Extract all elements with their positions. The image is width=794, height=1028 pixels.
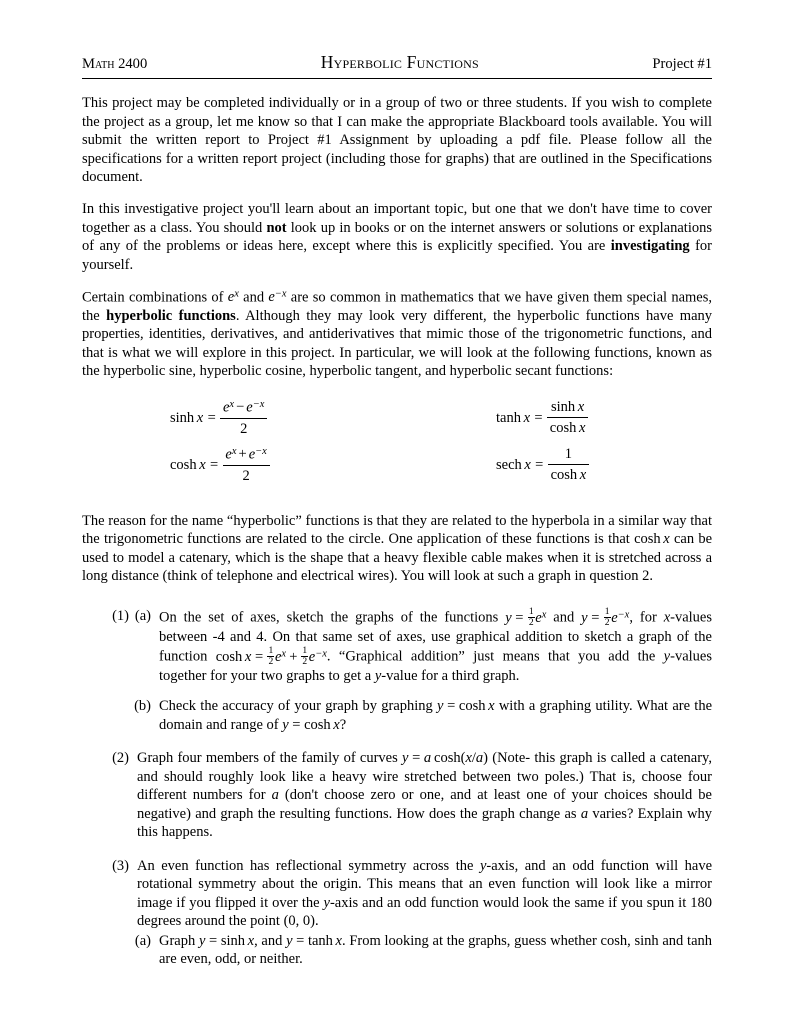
- tanh-fraction: [547, 399, 588, 438]
- header-project-label: Project #1: [652, 56, 712, 72]
- emphasis-hyperbolic-functions: hyperbolic functions: [106, 307, 236, 324]
- tanh-denominator: cosh x: [547, 417, 588, 438]
- list-item-3-body: [137, 857, 712, 931]
- investigation-text-3: for yourself.: [82, 238, 712, 273]
- emphasis-investigating: investigating: [610, 238, 690, 255]
- list-item-3a: [119, 932, 712, 969]
- hyperbolic-definitions-block: [82, 399, 712, 493]
- definition-text-1: Certain combinations of: [82, 289, 228, 306]
- sech-fraction: [548, 446, 589, 485]
- item3a-text-2: , and: [254, 932, 287, 949]
- math-y-equals-tanh-x: y = tanh x: [286, 932, 342, 949]
- sinh-numerator: $e^x - e^{-x}$: [222, 398, 265, 415]
- item1b-text-2: with a graphing utility. What are the domain and range of: [159, 698, 712, 733]
- header-rule-divider: [82, 78, 712, 79]
- cosh-argument: x: [199, 456, 206, 473]
- fraction-one-half: $\frac{1}{2}$: [528, 606, 534, 628]
- item2-text-2: (Note- this graph is called a catenary, and should roughly look like a heavy wire stretched between two poles.) That is, choose four different numbers for: [137, 750, 712, 804]
- sinh-equals: =: [207, 409, 216, 426]
- header-title: Hyperbolic Functions: [320, 52, 479, 72]
- cosh-denominator: 2: [223, 465, 270, 486]
- fraction-one-half: $\frac{1}{2}$: [302, 645, 308, 667]
- math-y-var: y: [323, 894, 330, 911]
- math-cosh-x-inline: cosh x: [634, 531, 670, 548]
- list-item-3-label: (3): [112, 857, 129, 874]
- list-item-1a: [119, 607, 712, 685]
- questions-list: [82, 607, 712, 969]
- list-item-1-label: (1): [112, 608, 129, 625]
- catenary-text-2: can be used to model a catenary, which is the shape that a heavy flexible cable makes when it is stretched across a long distance (think of telephone and electrical wires). You will look at such a graph in question 2.: [82, 531, 712, 585]
- item3a-text-3: . From looking at the graphs, guess whether cosh, sinh and tanh are even, odd, or neither.: [159, 932, 713, 968]
- math-y-equals-cosh-x-2: y = cosh x: [282, 716, 340, 733]
- sinh-fraction: [220, 399, 267, 439]
- item1a-text-4: -values between -4 and 4. On that same set of axes, use graphical addition to sketch a graph of the function: [159, 609, 712, 665]
- item1a-text-5: . “Graphical addition” just means that you add the: [326, 648, 664, 665]
- equation-sech: [412, 446, 712, 485]
- definition-paragraph: [82, 288, 712, 381]
- cosh-numerator: $e^x + e^{-x}$: [225, 445, 267, 462]
- intro-paragraph: This project may be completed individually or in a group of two or three students. If you wish to complete the project as a group, let me know so that I can make the appropriate Blackboard tools available. You will submit the written report to Project #1 Assignment by uploading a pdf file. Please follow all the specifications for a written report project (including those for graphs) that are outlined in the Specifications document.: [82, 95, 712, 186]
- catenary-text-1: The reason for the name “hyperbolic” functions is that they are related to the hyperbola in a similar way that the trigonometric functions are related to the circle. One application of these functions is that: [82, 512, 712, 548]
- sech-numerator: 1: [564, 445, 573, 462]
- list-item-1a-body: [159, 607, 712, 685]
- spacer: [82, 599, 712, 605]
- list-item-1b-body: [159, 697, 712, 734]
- math-y-equals-a-cosh-x-over-a: y = a cosh(x/a): [402, 750, 489, 767]
- item3-text-2: -axis, and an odd function will have rotational symmetry about the origin. This means that an even function will look like a mirror image if you flipped it over the: [137, 857, 713, 911]
- list-item-3: [97, 857, 712, 931]
- sech-equals: =: [535, 456, 544, 473]
- sinh-denominator: 2: [220, 418, 267, 439]
- investigation-text-2: look up in books or on the internet answers or solutions or explanations of any of the problems or ideas here, except where this is explicitly specified. You are: [82, 219, 712, 255]
- catenary-paragraph: [82, 512, 712, 586]
- item1b-text-1: Check the accuracy of your graph by graphing: [159, 698, 438, 715]
- equation-sinh: [82, 399, 412, 439]
- math-origin-point: (0, 0): [283, 913, 315, 930]
- equation-row-1: [82, 399, 712, 446]
- item3-text-3: -axis and an odd function would look the same if you spun it 180 degrees around the point: [137, 894, 712, 930]
- definition-text-2: and: [238, 289, 269, 306]
- list-item-2-label: (2): [112, 750, 129, 767]
- list-item-3a-body: [159, 932, 712, 969]
- sech-function-name: sech: [496, 456, 522, 473]
- item1a-text-6: -values together for your two graphs to get a: [159, 648, 712, 684]
- list-item-3a-label: (a): [134, 932, 151, 949]
- math-cosh-x-equals-sum: cosh x = $\frac{1}{2}$ $e^x$ + $\frac{1}{2}$ $e^{-x}$: [215, 645, 327, 667]
- math-y-equals-sinh-x: y = sinh x: [198, 932, 255, 949]
- tanh-argument: x: [523, 409, 531, 426]
- fraction-one-half: $\frac{1}{2}$: [268, 645, 274, 667]
- equation-row-2: [82, 446, 712, 493]
- math-e-to-minus-x: $e^{-x}$: [268, 288, 287, 306]
- math-y-equals-cosh-x: y = cosh x: [437, 698, 495, 715]
- sinh-function-name: sinh: [170, 409, 195, 426]
- list-item-2: [97, 749, 712, 842]
- list-item-1b-label: (b): [134, 698, 151, 715]
- math-y-var: y: [479, 857, 487, 874]
- cosh-function-name: cosh: [170, 456, 197, 473]
- tanh-equals: =: [534, 409, 543, 426]
- sech-argument: x: [524, 456, 531, 473]
- sech-denominator: cosh x: [548, 464, 589, 485]
- item2-text-4: varies? Explain why this happens.: [137, 805, 712, 841]
- math-x-var: x: [663, 609, 671, 626]
- list-item-1b: [119, 697, 712, 734]
- item3-text-1: An even function has reflectional symmetry across the: [137, 857, 480, 874]
- list-item-1a-label: (a): [134, 608, 151, 625]
- math-e-to-x: $e^x$: [227, 288, 239, 306]
- item2-text-1: Graph four members of the family of curves: [137, 750, 402, 767]
- equation-cosh: [82, 446, 412, 486]
- math-y-equals-half-e-minus-x: y = $\frac{1}{2}$ $e^{-x}$: [581, 606, 630, 628]
- definition-text-4: . Although they may look very different, the hyperbolic functions have many properties, identities, derivatives, and antiderivatives that mimic those of the trigonometric functions, and that is what we will explore in this project. In particular, we will look at the following functions, known as the hyperbolic sine, hyperbolic cosine, hyperbolic tangent, and hyperbolic secant functions:: [82, 307, 713, 380]
- cosh-fraction: [223, 446, 270, 486]
- header-course-label: Math 2400: [82, 56, 148, 72]
- item1a-text-1: On the set of axes, sketch the graphs of the functions: [159, 609, 506, 626]
- item3-text-4: .: [315, 913, 319, 930]
- item1a-text-3: , for: [629, 609, 664, 626]
- investigation-paragraph: [82, 200, 712, 274]
- list-item-2-body: [137, 749, 712, 842]
- item3a-text-1: Graph: [159, 932, 199, 949]
- running-header: [82, 52, 712, 78]
- math-y-var: y: [663, 648, 671, 665]
- cosh-equals: =: [209, 456, 219, 473]
- sinh-argument: x: [196, 409, 204, 426]
- math-y-equals-half-e-x: y = $\frac{1}{2}$ $e^x$: [505, 606, 547, 628]
- math-a-var: a: [271, 787, 279, 804]
- investigation-text-1: In this investigative project you'll learn about an important topic, but one that we don't have time to cover together as a class. You should: [82, 201, 712, 236]
- tanh-function-name: tanh: [496, 409, 521, 426]
- item1b-text-3: ?: [339, 716, 347, 733]
- page-content: [82, 52, 712, 978]
- math-a-var: a: [580, 805, 589, 822]
- fraction-one-half: $\frac{1}{2}$: [604, 606, 610, 628]
- item1a-text-7: -value for a third graph.: [381, 667, 520, 684]
- item1a-text-2: and: [546, 609, 582, 626]
- item2-text-3: (don't choose zero or one, and at least one of your choices should be negative) and graph the resulting functions. How does the graph change as: [137, 787, 712, 822]
- tanh-numerator: sinh x: [550, 398, 585, 415]
- emphasis-not: not: [266, 219, 287, 236]
- definition-text-3: are so common in mathematics that we have given them special names, the: [82, 289, 712, 324]
- math-y-var: y: [374, 667, 382, 684]
- equation-tanh: [412, 399, 712, 438]
